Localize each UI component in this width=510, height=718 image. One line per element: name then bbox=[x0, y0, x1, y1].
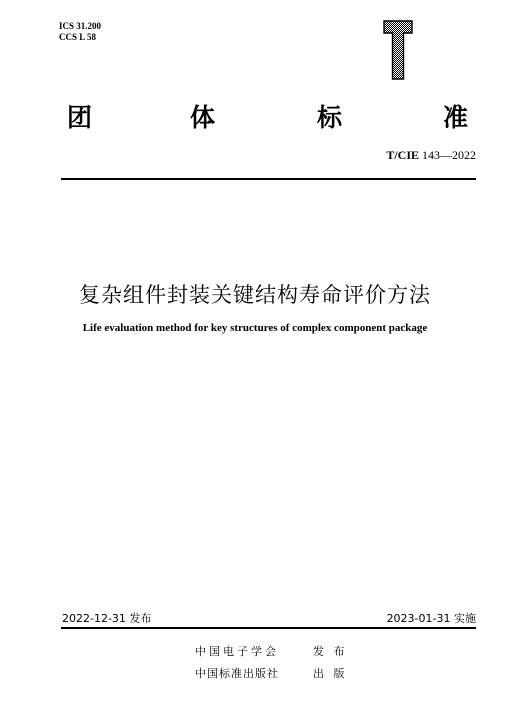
english-title: Life evaluation method for key structures of complex component package bbox=[82, 322, 428, 334]
top-divider bbox=[61, 178, 476, 180]
standard-type-char: 标 bbox=[317, 103, 343, 132]
publisher-action: 出 版 bbox=[313, 667, 348, 680]
publish-date: 2022-12-31 发布 bbox=[62, 612, 152, 625]
standard-type-char: 体 bbox=[190, 103, 216, 132]
standard-number-prefix: T/CIE bbox=[386, 148, 419, 162]
ics-code: ICS 31.200 bbox=[59, 21, 102, 31]
publisher-name: 中国标准出版社 bbox=[195, 667, 279, 680]
standard-number bbox=[300, 148, 476, 163]
group-standard-logo-icon bbox=[383, 20, 413, 80]
standard-type-char: 团 bbox=[67, 103, 93, 132]
classification-codes bbox=[59, 21, 101, 43]
standard-type-char: 准 bbox=[443, 103, 469, 132]
chinese-title: 复杂组件封装关键结构寿命评价方法 bbox=[79, 283, 431, 307]
issuer-name: 中国电子学会 bbox=[195, 645, 279, 658]
issuer-action: 发 布 bbox=[313, 645, 348, 658]
bottom-divider bbox=[61, 627, 476, 629]
standard-type-heading bbox=[0, 98, 510, 132]
implement-date: 2023-01-31 实施 bbox=[386, 612, 476, 625]
standard-number-suffix: 143—2022 bbox=[419, 148, 476, 162]
ccs-code: CCS L 58 bbox=[59, 32, 97, 42]
